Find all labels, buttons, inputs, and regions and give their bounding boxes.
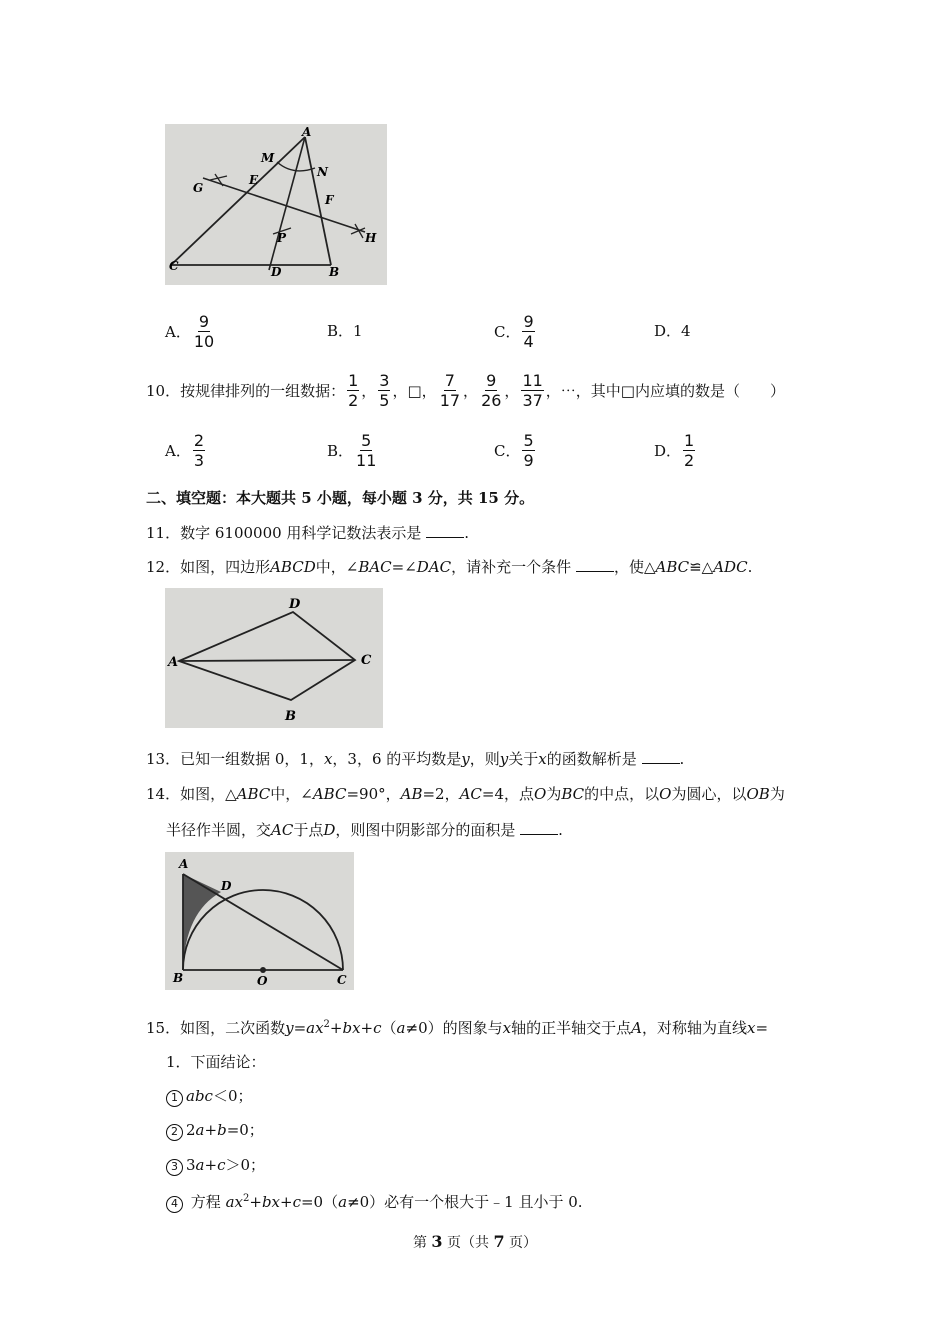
q10-option-c[interactable] [494,431,537,470]
label-A: A [179,857,189,871]
fraction: $\frac{9}{10}$ [193,312,215,351]
q15-item-3: 3 3a+c＞0； [166,1155,265,1176]
q10-option-d[interactable] [654,431,697,470]
page-footer: 第 3 页（共 7 页） [412,1232,538,1251]
label-P: P [277,231,287,245]
fraction: $\frac{11}{37}$ [522,371,543,410]
label-C: C [361,653,372,668]
q14-line2: 半径作半圆，交AC于点D，则图中阴影部分的面积是 . [166,821,563,839]
number-circle: 3 [166,1159,183,1176]
option-letter: A． [165,323,191,341]
q15-line1: 15．如图，二次函数$y=ax^2+bx+c(a\ne 0)$的图象与x轴的正半轴交于点A，对称轴为直线x= [146,1019,769,1037]
label-B: B [173,971,184,985]
fraction: $\frac{5}{11}$ [356,431,377,470]
label-D: D [271,265,282,279]
option-letter: C． [494,323,521,341]
option-letter: B． [327,322,354,340]
answer-blank[interactable] [426,523,464,538]
label-B: B [285,709,296,724]
number-circle: 2 [166,1124,183,1141]
q10-option-a[interactable] [165,431,207,470]
q9-option-d[interactable] [654,320,691,341]
q12: 12．如图，四边形ABCD中，∠BAC=∠DAC，请补充一个条件 ，使△ABC≌△ADC. [146,558,753,576]
q10-tail: ，⋯，其中□内应填的数是（ ） [545,382,785,400]
fraction: $\frac{3}{5}$ [379,371,390,410]
label-A: A [168,655,179,670]
q9-option-b[interactable] [327,320,363,341]
q14-line1: 14．如图，△ABC中，∠ABC=90°，AB=2，AC=4，点O为BC的中点，以O为圆心，以OB为 [146,785,785,803]
answer-blank[interactable] [642,749,680,764]
q14-figure [165,852,354,990]
label-H: H [365,231,377,245]
answer-blank[interactable] [520,820,558,835]
q13: 13．已知一组数据 0，1，x，3，6 的平均数是y，则y关于x的函数解析是 . [146,750,685,768]
q14-diagram [165,852,354,990]
option-value: 4 [681,321,691,340]
q10-lead: 10．按规律排列的一组数据： [146,382,346,400]
q15-item-2: 2 2a+b=0； [166,1120,264,1141]
label-D: D [221,879,232,893]
fraction: $\frac{1}{2}$ [348,371,359,410]
number-circle: 1 [166,1090,183,1107]
fraction: $\frac{9}{26}$ [481,371,502,410]
label-F: F [325,193,334,207]
option-letter: B． [327,442,354,460]
fraction: $\frac{5}{9}$ [523,431,534,470]
label-B: B [329,265,340,279]
fraction: $\frac{9}{4}$ [523,312,534,351]
fraction: $\frac{7}{17}$ [439,371,461,410]
fraction: $\frac{2}{3}$ [193,431,205,470]
q15-line2: 1．下面结论： [166,1053,266,1071]
q12-figure [165,588,383,728]
q10-question: 10．按规律排列的一组数据： $\frac{1}{2}$ ， $\frac{3}{5}$ ， □， $\frac{7}{17}$ ， $\frac{9}{26}$ ， $\frac{11}{37}$ ，⋯，其中□内应填的数是（ ） [146,371,785,410]
q9-option-c[interactable] [494,312,537,351]
label-E: E [249,173,259,187]
option-value: 1 [353,321,363,340]
label-M: M [261,151,275,165]
option-letter: D． [654,322,682,340]
fraction: $\frac{1}{2}$ [684,431,695,470]
option-letter: A． [165,442,191,460]
label-N: N [317,165,328,179]
q15-item-1: 1 abc＜0； [166,1086,253,1107]
label-G: G [193,181,204,195]
number-circle: 4 [166,1196,183,1213]
option-letter: C． [494,442,521,460]
blank-box: □， [407,382,437,400]
label-O: O [257,974,268,988]
label-C: C [337,973,347,987]
section-heading: 二、填空题：本大题共 5 小题，每小题 3 分，共 15 分。 [146,489,535,507]
label-D: D [289,597,301,612]
q9-diagram [165,124,387,285]
option-letter: D． [654,442,682,460]
q12-diagram [165,588,383,728]
q10-option-b[interactable] [327,431,379,470]
answer-blank[interactable] [576,557,614,572]
label-A: A [302,125,312,139]
q9-option-a[interactable] [165,312,217,351]
label-C: C [169,259,179,273]
q11: 11．数字 6100000 用科学记数法表示是 . [146,524,469,542]
q9-figure [165,124,387,285]
q15-item-4: 4 方程 $ax^2+bx+c=0(a\ne 0)$必有一个根大于﹣1 且小于 0. [166,1189,583,1213]
